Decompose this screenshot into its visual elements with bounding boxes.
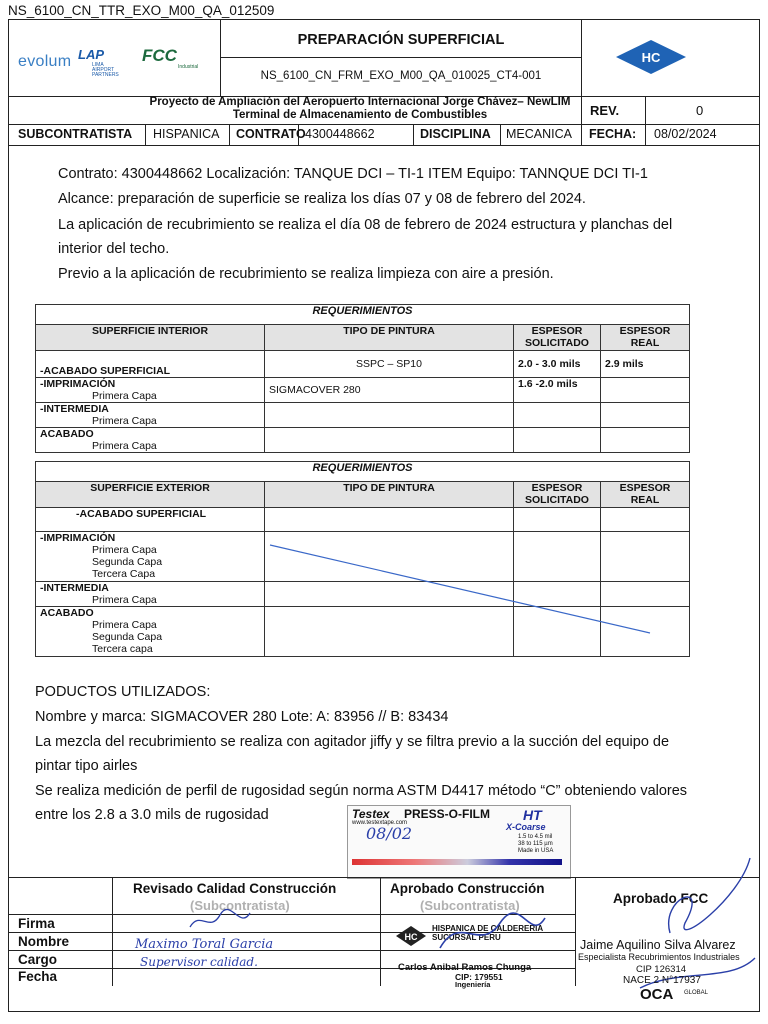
approved-construction-subtitle: (Subcontratista) xyxy=(420,898,520,913)
thickness-actual xyxy=(601,403,690,428)
firma-label: Firma xyxy=(18,916,55,931)
nombre-label: Nombre xyxy=(18,934,70,949)
header-divider xyxy=(220,57,581,58)
column-header: SUPERFICIE INTERIOR xyxy=(36,325,265,351)
testex-product: PRESS-O-FILM xyxy=(404,807,490,821)
contrato-label: CONTRATO xyxy=(236,127,306,141)
rev-value: 0 xyxy=(696,103,704,118)
interior-requirements-table xyxy=(35,304,690,453)
row-sublabel: Primera Capa xyxy=(92,390,157,402)
thickness-actual xyxy=(601,428,690,453)
row-sublabel: Primera Capa xyxy=(92,619,157,631)
testex-origin: Made in USA xyxy=(518,848,554,854)
testex-strip xyxy=(347,805,571,879)
column-header: SUPERFICIE EXTERIOR xyxy=(36,482,265,508)
products-heading: PODUCTOS UTILIZADOS: xyxy=(35,684,211,700)
fcc-stamp-nace: NACE 2 N°17937 xyxy=(623,975,701,986)
oca-logo: OCA xyxy=(640,986,674,1003)
mixing-line: La mezcla del recubrimiento se realiza con agitador jiffy y se filtra previo a la succión del equipo de xyxy=(35,734,670,750)
subcontratista-value: HISPANICA xyxy=(153,127,220,141)
contrato-value: 4300448662 xyxy=(305,127,375,141)
scope-line: Alcance: preparación de superficie se realiza los días 07 y 08 de febrero del 2024. xyxy=(58,191,586,207)
paint-type: SIGMACOVER 280 xyxy=(265,378,514,403)
column-header: ESPESOR SOLICITADO xyxy=(514,482,601,508)
mixing-line-cont: pintar tipo airles xyxy=(35,758,138,774)
fcc-stamp-role: Especialista Recubrimientos Industriales xyxy=(578,952,740,962)
column-header: TIPO DE PINTURA xyxy=(265,325,514,351)
row-sublabel: Primera Capa xyxy=(92,594,157,606)
table-title: REQUERIMIENTOS xyxy=(36,305,690,325)
stamp-role: Ingeniería xyxy=(455,980,491,989)
row-label: -IMPRIMACIÓN xyxy=(40,378,116,390)
col-divider xyxy=(380,877,381,986)
row-label: -ACABADO SUPERFICIAL xyxy=(36,508,265,532)
hc-logo-text: HC xyxy=(641,50,661,65)
row-divider xyxy=(500,124,501,145)
thickness-actual: 2.9 mils xyxy=(601,351,690,378)
row-label: ACABADO xyxy=(40,428,94,440)
application-line: La aplicación de recubrimiento se realiza el día 08 de febrero de 2024 estructura y planchas del xyxy=(58,217,673,233)
form-code: NS_6100_CN_FRM_EXO_M00_QA_010025_CT4-001 xyxy=(260,70,542,82)
subcontratista-label: SUBCONTRATISTA xyxy=(18,127,133,141)
paint-type: SSPC – SP10 xyxy=(265,351,514,378)
row-divider xyxy=(229,124,230,145)
row-label: -INTERMEDIA xyxy=(40,403,109,415)
project-name: Proyecto de Ampliación del Aeropuerto Internacional Jorge Chávez– NewLIM Terminal de Almacenamiento de Combustibles xyxy=(149,96,571,121)
paint-type xyxy=(265,428,514,453)
fcc-stamp-cip: CIP 126314 xyxy=(636,964,687,975)
row-sublabel: Segunda Capa xyxy=(92,556,163,568)
column-header: ESPESOR SOLICITADO xyxy=(514,325,601,351)
reviewed-quality-subtitle: (Subcontratista) xyxy=(190,898,290,913)
document-id: NS_6100_CN_TTR_EXO_M00_QA_012509 xyxy=(8,3,275,18)
row-divider xyxy=(645,96,646,124)
roughness-line: Se realiza medición de perfil de rugosidad según norma ASTM D4417 método “C” obteniendo valores xyxy=(35,783,688,799)
row-sublabel: Primera Capa xyxy=(92,544,157,556)
table-title: REQUERIMIENTOS xyxy=(36,462,690,482)
row-label: ACABADO xyxy=(40,607,94,619)
oca-logo-subtitle: GLOBAL xyxy=(684,990,709,996)
testex-range2: 38 to 115 µm xyxy=(518,841,553,847)
product-name-line: Nombre y marca: SIGMACOVER 280 Lote: A: 83956 // B: 83434 xyxy=(35,709,449,725)
fecha-label: FECHA: xyxy=(589,127,637,141)
thickness-requested xyxy=(514,403,601,428)
contract-line: Contrato: 4300448662 Localización: TANQUE DCI – TI-1 ITEM Equipo: TANNQUE DCI TI-1 xyxy=(58,166,648,182)
thickness-requested: 1.6 -2.0 mils xyxy=(514,378,601,403)
disciplina-label: DISCIPLINA xyxy=(420,127,491,141)
approved-fcc-title: Aprobado FCC xyxy=(613,891,709,906)
handwritten-date: 08/02 xyxy=(366,824,413,843)
row-label: -ACABADO SUPERFICIAL xyxy=(36,351,265,378)
row-divider xyxy=(145,124,146,145)
row-label: -IMPRIMACIÓN xyxy=(40,532,116,544)
fecha-value: 08/02/2024 xyxy=(654,127,717,141)
rev-label: REV. xyxy=(590,103,620,118)
cargo-label: Cargo xyxy=(18,952,58,967)
column-header: ESPESOR REAL xyxy=(601,482,690,508)
testex-url: www.testextape.com xyxy=(352,820,408,826)
row-divider xyxy=(8,124,760,125)
table-row xyxy=(36,378,690,403)
paint-type xyxy=(265,403,514,428)
column-header: ESPESOR REAL xyxy=(601,325,690,351)
stamp-name: Carlos Anibal Ramos Chunga xyxy=(398,962,532,973)
fcc-logo: FCC xyxy=(142,46,177,65)
fecha-label: Fecha xyxy=(18,969,58,984)
fcc-stamp-name: Jaime Aquilino Silva Alvarez xyxy=(580,938,736,952)
col-divider xyxy=(575,877,576,986)
table-row xyxy=(36,508,690,532)
testex-grade-sub: X-Coarse xyxy=(506,822,546,832)
signature-reviewer xyxy=(185,905,255,935)
lap-logo: LAP xyxy=(78,47,104,62)
row-sublabel: Primera Capa xyxy=(92,415,157,427)
row-label: -INTERMEDIA xyxy=(40,582,109,594)
evolum-logo: evolum xyxy=(18,53,72,70)
row-sublabel: Tercera Capa xyxy=(92,568,156,580)
testex-brand: Testex xyxy=(352,807,390,821)
cancel-stroke xyxy=(265,535,665,645)
hc-stamp-logo xyxy=(395,925,427,947)
reviewer-role: Supervisor calidad. xyxy=(140,955,258,969)
table-row xyxy=(36,428,690,453)
testex-scale-bar xyxy=(352,859,562,865)
header-divider xyxy=(581,19,582,96)
cleaning-line: Previo a la aplicación de recubrimiento se realiza limpieza con aire a presión. xyxy=(58,266,554,282)
testex-range1: 1.5 to 4.5 mil xyxy=(518,834,553,840)
testex-grade: HT xyxy=(523,807,542,823)
row-divider xyxy=(581,124,582,145)
thickness-requested: 2.0 - 3.0 mils xyxy=(514,351,601,378)
reviewer-name: Maximo Toral Garcia xyxy=(135,937,274,952)
lap-logo-subtitle: LIMA AIRPORT PARTNERS xyxy=(92,62,119,78)
row-divider xyxy=(413,124,414,145)
row-divider xyxy=(8,145,760,146)
thickness-actual xyxy=(601,378,690,403)
roughness-line-cont: entre los 2.8 a 3.0 mils de rugosidad xyxy=(35,807,269,823)
row-divider xyxy=(581,96,582,124)
fcc-logo-subtitle: Industrial xyxy=(178,64,199,70)
hc-logo xyxy=(615,39,687,75)
row-sublabel: Primera Capa xyxy=(92,440,157,452)
page-title: PREPARACIÓN SUPERFICIAL xyxy=(297,32,505,48)
signature-construction xyxy=(430,908,550,958)
row-sublabel: Segunda Capa xyxy=(92,631,163,643)
application-line-cont: interior del techo. xyxy=(58,241,170,257)
stamp-cip: CIP: 179551 xyxy=(455,972,503,982)
approved-construction-title: Aprobado Construcción xyxy=(390,881,545,896)
table-row xyxy=(36,403,690,428)
column-header: TIPO DE PINTURA xyxy=(265,482,514,508)
col-divider xyxy=(112,877,113,986)
thickness-requested xyxy=(514,428,601,453)
table-row xyxy=(36,351,690,378)
row-sublabel: Tercera capa xyxy=(92,643,153,655)
disciplina-value: MECANICA xyxy=(506,127,572,141)
reviewed-quality-title: Revisado Calidad Construcción xyxy=(133,881,337,896)
stamp-company: HISPANICA DE CALDERERIA SUCURSAL PERU xyxy=(432,924,543,942)
hc-stamp-text: HC xyxy=(404,932,418,942)
row-divider xyxy=(645,124,646,145)
